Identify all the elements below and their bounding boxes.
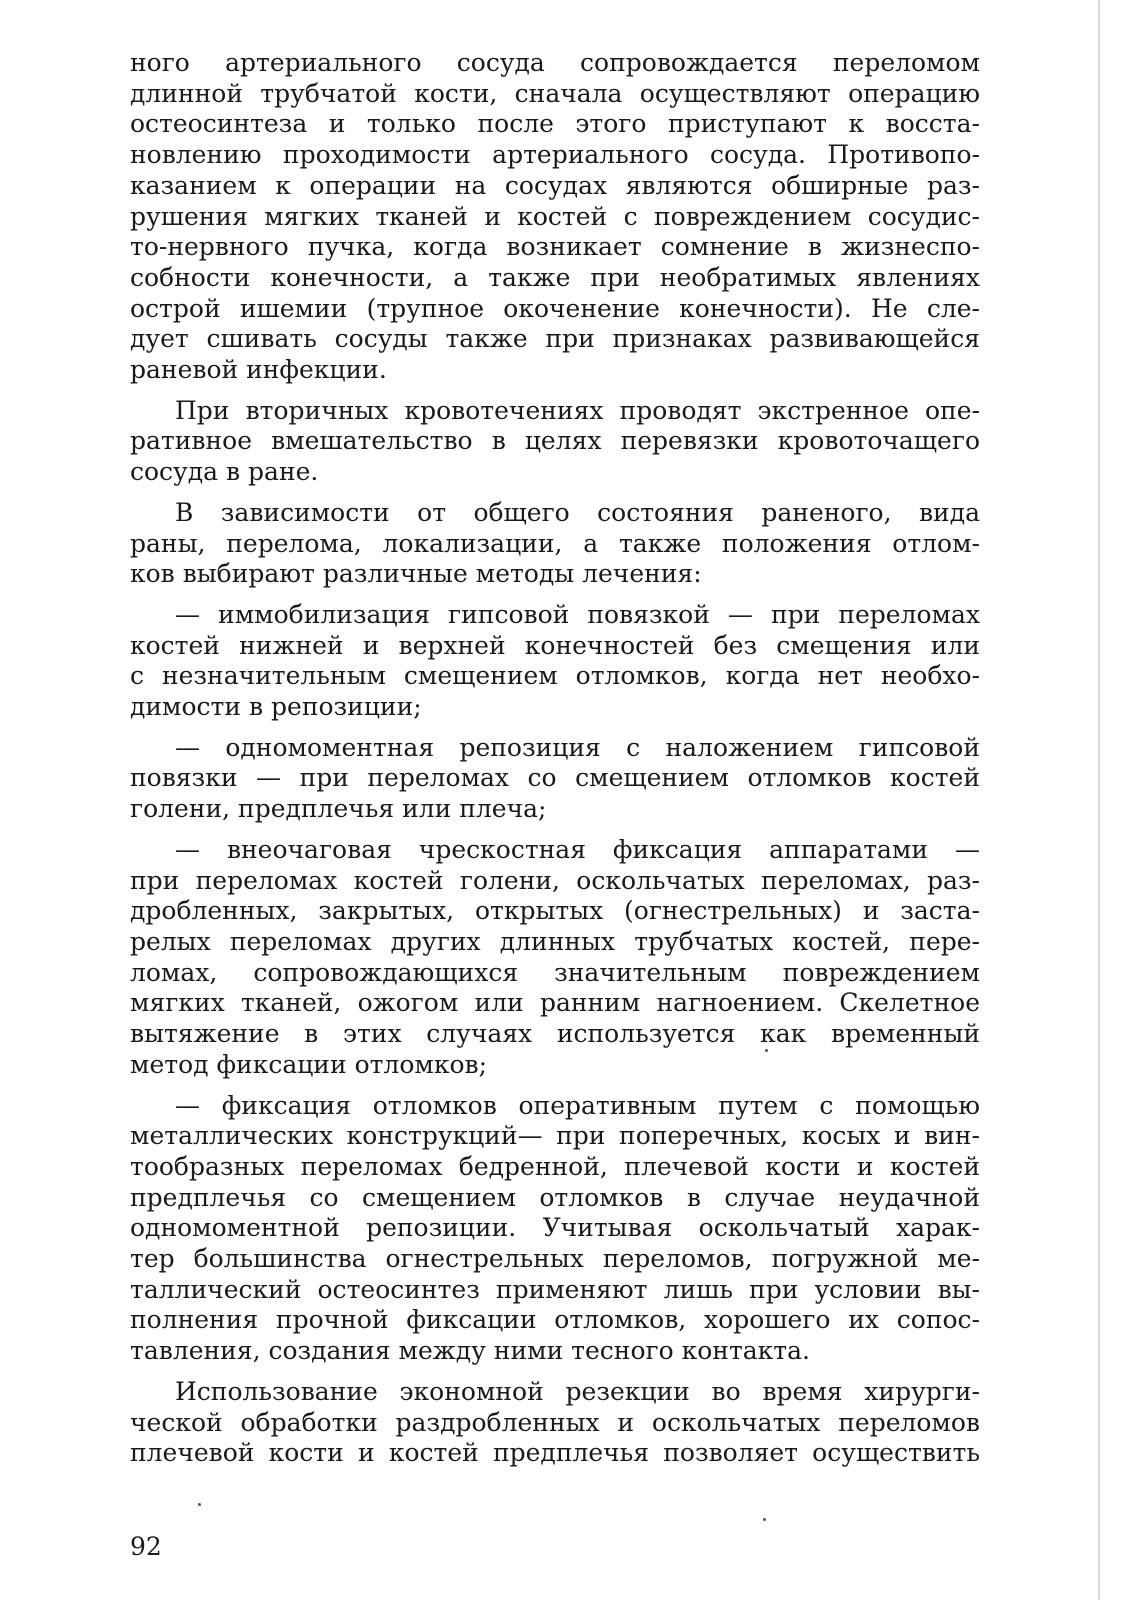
text-line: остеосинтеза и только после этого приступают к восста- <box>130 109 980 139</box>
text-line: предплечья со смещением отломков в случае неудачной <box>130 1182 980 1212</box>
text-line: При вторичных кровотечениях проводят экстренное опе- <box>175 395 980 425</box>
text-line: вытяжение в этих случаях используется как временный <box>130 1019 980 1049</box>
text-line: — иммобилизация гипсовой повязкой — при переломах <box>175 599 980 629</box>
text-line: релых переломах других длинных трубчатых костей, пере- <box>130 926 980 956</box>
text-line: ков выбирают различные методы лечения: <box>130 559 702 589</box>
list-item-external-fixation <box>130 835 980 1081</box>
text-line: ломах, сопровождающихся значительным повреждением <box>130 957 980 987</box>
text-line: металлических конструкций— при поперечных, косых и вин- <box>130 1121 980 1151</box>
text-line: сосуда в ране. <box>130 457 319 487</box>
text-line: то-нервного пучка, когда возникает сомнение в жизнеспо- <box>130 232 980 262</box>
text-line: мягких тканей, ожогом или ранним нагноением. Скелетное <box>130 988 980 1018</box>
paragraph-3 <box>130 498 980 590</box>
text-line: дробленных, закрытых, открытых (огнестрельных) и заста- <box>130 896 980 926</box>
text-line: острой ишемии (трупное окоченение конечности). Не сле- <box>130 293 980 323</box>
text-line: тер большинства огнестрельных переломов, погружной ме- <box>130 1244 980 1274</box>
text-line: раны, перелома, локализации, а также положения отлом- <box>130 528 980 558</box>
text-line: повязки — при переломах со смещением отломков костей <box>130 763 980 793</box>
text-line: рушения мягких тканей и костей с повреждением сосудис- <box>130 201 980 231</box>
list-item-immobilization <box>130 600 980 723</box>
text-line: димости в репозиции; <box>130 692 422 722</box>
page-body-text <box>130 48 980 1479</box>
text-line: — одномоментная репозиция с наложением гипсовой <box>175 732 980 762</box>
text-line: казанием к операции на сосудах являются обширные раз- <box>130 170 980 200</box>
text-line: ного артериального сосуда сопровождается переломом <box>130 48 980 77</box>
print-speck <box>763 1518 766 1521</box>
list-item-operative-fixation <box>130 1091 980 1367</box>
list-item-reposition <box>130 733 980 825</box>
text-line: дует сшивать сосуды также при признаках развивающейся <box>130 324 980 354</box>
text-line: В зависимости от общего состояния раненого, вида <box>175 497 980 527</box>
text-line: длинной трубчатой кости, сначала осуществляют операцию <box>130 78 980 108</box>
text-line: при переломах костей голени, оскольчатых переломах, раз- <box>130 865 980 895</box>
text-line: собности конечности, а также при необратимых явлениях <box>130 262 980 292</box>
text-line: голени, предплечья или плеча; <box>130 794 547 824</box>
text-line: тавления, создания между ними тесного контакта. <box>130 1336 810 1366</box>
paragraph-1 <box>130 48 980 386</box>
text-line: костей нижней и верхней конечностей без смещения или <box>130 630 980 660</box>
paragraph-2 <box>130 396 980 488</box>
text-line: метод фиксации отломков; <box>130 1049 488 1079</box>
print-speck <box>765 1049 768 1052</box>
text-line: полнения прочной фиксации отломков, хорошего их сопос- <box>130 1305 980 1335</box>
text-line: — внеочаговая чрескостная фиксация аппаратами — <box>175 834 980 864</box>
text-line: одномоментной репозиции. Учитывая оскольчатый харак- <box>130 1213 980 1243</box>
text-line: таллический остеосинтез применяют лишь при условии вы- <box>130 1274 980 1304</box>
text-line: раневой инфекции. <box>130 355 387 385</box>
text-line: — фиксация отломков оперативным путем с помощью <box>175 1090 980 1120</box>
text-line: с незначительным смещением отломков, когда нет необхо- <box>130 661 980 691</box>
text-line: ративное вмешательство в целях перевязки кровоточащего <box>130 426 980 456</box>
text-line: Использование экономной резекции во время хирурги- <box>175 1376 980 1406</box>
text-line: плечевой кости и костей предплечья позволяет осуществить <box>130 1438 980 1468</box>
paragraph-resection <box>130 1377 980 1469</box>
text-line: новлению проходимости артериального сосуда. Противопо- <box>130 140 980 170</box>
page-number: 92 <box>130 1532 162 1561</box>
print-speck <box>198 1503 201 1506</box>
text-line: ческой обработки раздробленных и оскольчатых переломов <box>130 1407 980 1437</box>
text-line: тообразных переломах бедренной, плечевой кости и костей <box>130 1151 980 1181</box>
